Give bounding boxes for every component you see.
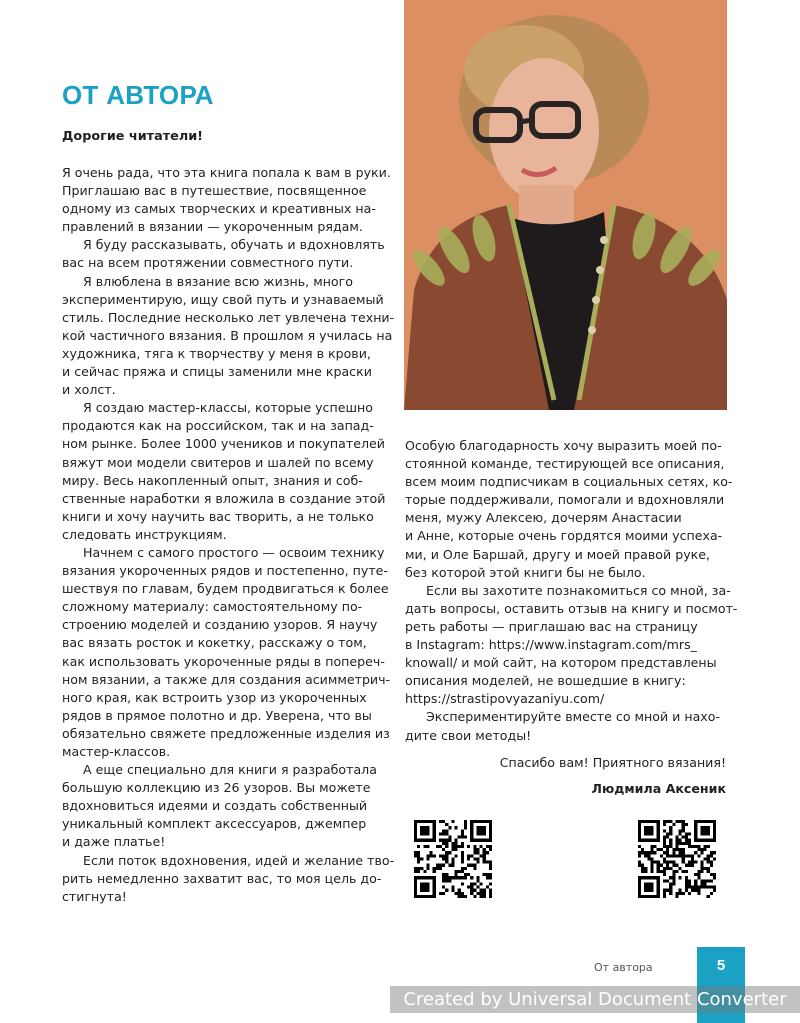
text-line: мастер-классов. bbox=[62, 744, 171, 759]
text-line: Я очень рада, что эта книга попала к вам в руки. bbox=[62, 165, 391, 180]
text-line: вяжут мои модели свитеров и шалей по всему bbox=[62, 454, 374, 470]
text-line: описания моделей, не вошедшие в книгу: bbox=[405, 673, 686, 689]
text-line: и холст. bbox=[62, 382, 116, 398]
watermark: Created by Universal Document Converter bbox=[390, 986, 800, 1013]
qr-code-website-icon bbox=[638, 820, 716, 898]
text-line: Я влюблена в вязание всю жизнь, много bbox=[83, 273, 353, 289]
text-line: следовать инструкциям. bbox=[62, 526, 227, 542]
text-line: Экспериментируйте вместе со мной и нахо- bbox=[426, 709, 720, 725]
text-line: Я создаю мастер-классы, которые успешно bbox=[83, 400, 373, 416]
text-line: миру. Весь накопленный опыт, знания и соб- bbox=[62, 472, 363, 488]
text-line: кой частичного вязания. В прошлом я училась на bbox=[62, 327, 393, 343]
page-number: 5 bbox=[716, 957, 726, 974]
author-photo bbox=[404, 0, 727, 410]
text-line: вдохновиться идеями и создать собственный bbox=[62, 798, 368, 814]
signoff: Спасибо вам! Приятного вязания! bbox=[499, 755, 726, 770]
left-column-text bbox=[62, 164, 395, 906]
text-line: художника, тяга к творчеству у меня в крови, bbox=[62, 345, 371, 361]
text-line: правлений в вязании — укороченным рядам. bbox=[62, 219, 363, 235]
text-line: и сейчас пряжа и спицы заменили мне краски bbox=[62, 364, 372, 380]
text-line: вас на всем протяжении совместного пути. bbox=[62, 255, 354, 271]
text-line: сложному материалу: самостоятельному по- bbox=[62, 599, 363, 615]
greeting: Дорогие читатели! bbox=[62, 129, 204, 144]
text-line: дать вопросы, оставить отзыв на книгу и посмот- bbox=[405, 600, 738, 616]
text-line: дите свои методы! bbox=[405, 727, 532, 743]
text-line: всем моим подписчикам в социальных сетях, ко- bbox=[405, 474, 733, 490]
text-line: книги и хочу научить вас творить, а не только bbox=[62, 508, 374, 524]
text-line: knowall/ и мой сайт, на котором представлены bbox=[405, 655, 717, 671]
text-line: стоянной команде, тестирующей все описания, bbox=[405, 456, 725, 472]
text-line: экспериментирую, ищу свой путь и узнаваемый bbox=[62, 291, 384, 307]
text-line: продаются как на российском, так и на запад- bbox=[62, 418, 374, 434]
text-line: Приглашаю вас в путешествие, посвященное bbox=[62, 183, 367, 199]
text-line: ного края, как встроить узор из укороченных bbox=[62, 689, 367, 705]
footer-section-label: От автора bbox=[594, 961, 653, 974]
text-line: без которой этой книги бы не было. bbox=[405, 564, 646, 580]
text-line: ном рынке. Более 1000 учеников и покупателей bbox=[62, 436, 385, 452]
text-line: ном вязании, а также для создания асимметрич- bbox=[62, 671, 391, 687]
text-line: стигнута! bbox=[62, 888, 127, 904]
text-line: меня, мужу Алексею, дочерям Анастасии bbox=[405, 510, 682, 526]
text-line: и Анне, которые очень гордятся моими успеха- bbox=[405, 528, 723, 544]
text-line: А еще специально для книги я разработала bbox=[83, 762, 377, 778]
text-line: как использовать укороченные ряды в попереч- bbox=[62, 653, 385, 669]
text-line: вязания укороченных рядов и постепенно, путе- bbox=[62, 563, 388, 579]
text-line: стиль. Последние несколько лет увлечена техни- bbox=[62, 309, 395, 325]
text-line: большую коллекцию из 26 узоров. Вы можете bbox=[62, 780, 371, 796]
text-line: реть работы — приглашаю вас на страницу bbox=[405, 618, 698, 634]
text-line: шествуя по главам, будем продвигаться к более bbox=[62, 581, 389, 597]
text-line: Особую благодарность хочу выразить моей по- bbox=[405, 438, 722, 453]
right-column-text bbox=[405, 437, 738, 745]
text-line: уникальный комплект аксессуаров, джемпер bbox=[62, 816, 367, 832]
text-line: рить немедленно захватит вас, то моя цель до- bbox=[62, 870, 382, 886]
text-line: ственные наработки я вложила в создание этой bbox=[62, 490, 386, 506]
text-line: ми, и Оле Баршай, другу и моей правой руке, bbox=[405, 546, 710, 562]
text-line: вас вязать росток и кокетку, расскажу о том, bbox=[62, 635, 367, 651]
text-line: торые поддерживали, помогали и вдохновляли bbox=[405, 492, 725, 508]
text-line: и даже платье! bbox=[62, 834, 166, 850]
text-line: Если поток вдохновения, идей и желание тво- bbox=[83, 852, 395, 868]
page-title: ОТ АВТОРА bbox=[62, 80, 214, 110]
text-line: Я буду рассказывать, обучать и вдохновлять bbox=[83, 237, 385, 253]
text-line: Если вы захотите познакомиться со мной, за- bbox=[426, 582, 731, 598]
text-line: Начнем с самого простого — освоим технику bbox=[83, 544, 385, 560]
author-portrait-icon bbox=[404, 0, 727, 410]
text-line: одному из самых творческих и креативных на- bbox=[62, 201, 376, 217]
qr-code-instagram-icon bbox=[414, 820, 492, 898]
text-line: рядов в прямое полотно и др. Уверена, что вы bbox=[62, 707, 372, 723]
text-line: строению моделей и созданию узоров. Я научу bbox=[62, 617, 378, 633]
author-name: Людмила Аксеник bbox=[591, 781, 726, 796]
text-line: обязательно свяжете предложенные изделия из bbox=[62, 725, 390, 741]
text-line: https://strastipovyazaniyu.com/ bbox=[405, 691, 605, 707]
text-line: в Instagram: https://www.instagram.com/mrs_ bbox=[405, 637, 697, 653]
